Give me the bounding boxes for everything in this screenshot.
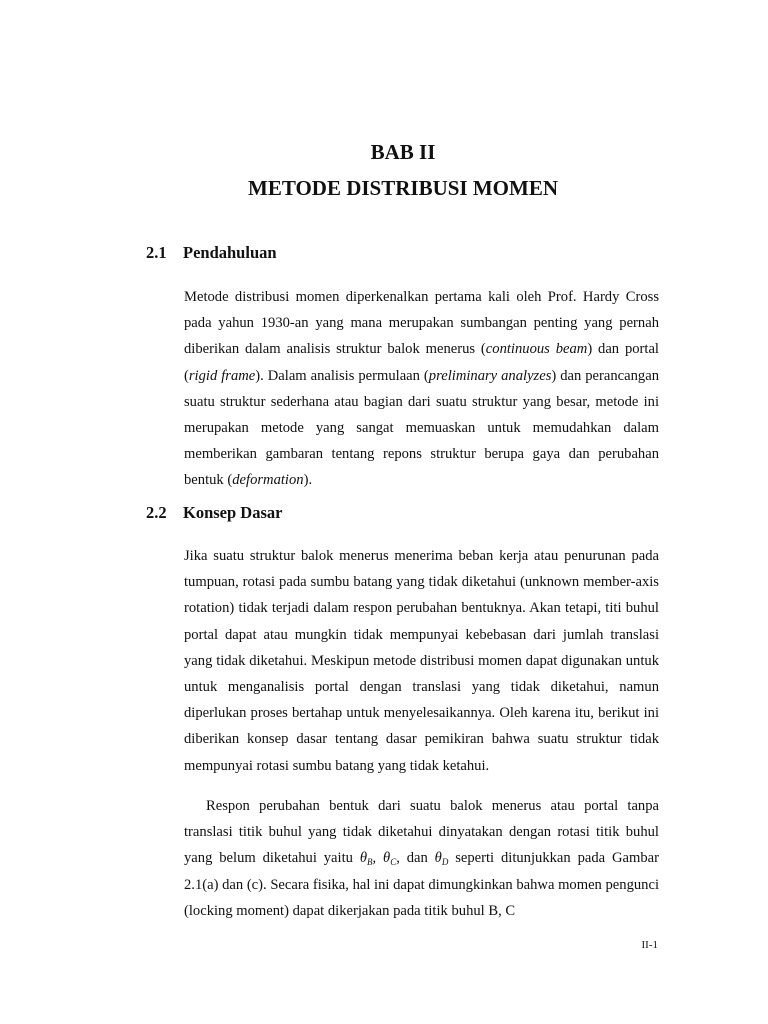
- text-run: Respon perubahan bentuk dari suatu balok menerus atau portal tanpa translasi titik buhul yang tidak diketahui dinyatakan dengan rotasi titik buhul yang belum diketahui yaitu: [184, 798, 659, 867]
- paragraph-pendahuluan: [184, 284, 659, 494]
- section-heading-2-2: [146, 503, 282, 523]
- section-title: Konsep Dasar: [183, 503, 283, 522]
- italic-term: continuous beam: [485, 341, 588, 358]
- section-title: Pendahuluan: [183, 243, 277, 262]
- theta-symbol: θ: [434, 850, 442, 867]
- paragraph-konsep-dasar-1: Jika suatu struktur balok menerus menerima beban kerja atau penurunan pada tumpuan, rotasi pada sumbu batang yang tidak diketahui (unknown member-axis rotation) tidak terjadi dalam respon perubahan bentuknya. Akan tetapi, titi buhul portal dapat atau mungkin tidak mempunyai kebebasan dari jumlah translasi yang tidak diketahui. Meskipun metode distribusi momen dapat digunakan untuk untuk menganalisis portal dengan translasi yang tidak diketahui, namun diperlukan proses bertahap untuk menyelesaikannya. Oleh karena itu, berikut ini diberikan konsep dasar tentang dasar pemikiran bahwa suatu struktur tidak mempunyai rotasi sumbu batang yang tidak ketahui.: [184, 548, 659, 774]
- page-number: II-1: [641, 939, 658, 951]
- subscript: C: [390, 857, 397, 868]
- text-run: Metode distribusi momen diperkenalkan pertama kali oleh Prof. Hardy Cross pada yahun 1930-an yang mana merupakan sumbangan penting yang pernah diberikan dalam analisis struktur balok menerus (: [184, 289, 659, 358]
- text-run: ,: [372, 850, 384, 867]
- theta-symbol: θ: [383, 850, 391, 867]
- paragraph-konsep-dasar-2: [184, 793, 659, 924]
- section-number: 2.2: [146, 503, 167, 522]
- text-run: ).: [303, 472, 313, 489]
- italic-term: rigid frame: [188, 367, 256, 384]
- subscript: B: [366, 857, 373, 868]
- subscript: D: [441, 857, 449, 868]
- italic-term: deformation: [232, 472, 304, 489]
- text-run: ) dan perancangan suatu struktur sederhana atau bagian dari suatu struktur yang besar, metode ini merupakan metode yang sangat memuaskan untuk memudahkan dalam memberikan gambaran tentang repons struktur berupa gaya dan perubahan bentuk (: [184, 367, 659, 489]
- text-run: ) dan portal (: [184, 341, 659, 384]
- text-run: , dan: [396, 850, 435, 867]
- section-heading-2-1: [146, 243, 277, 263]
- chapter-number: BAB II: [370, 140, 436, 164]
- chapter-title: METODE DISTRIBUSI MOMEN: [248, 176, 558, 200]
- section-number: 2.1: [146, 243, 167, 262]
- text-run: seperti ditunjukkan pada Gambar 2.1(a) dan (c). Secara fisika, hal ini dapat dimungkinkan bahwa momen pengunci (locking moment) dapat dikerjakan pada titik buhul B, C: [184, 850, 659, 919]
- text-run: ). Dalam analisis permulaan (: [255, 367, 429, 384]
- theta-symbol: θ: [359, 850, 367, 867]
- italic-term: preliminary analyzes: [428, 367, 552, 384]
